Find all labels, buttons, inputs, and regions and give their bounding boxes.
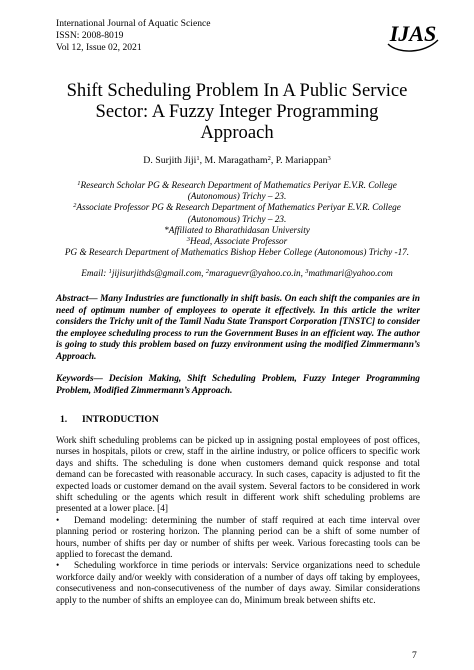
bullet-text: Demand modeling: determining the number of staff required at each time interval over planning period or rostering horizon. The planning period can be a shift of some number of hours, number of shifts per day or number of shifts per week. Various forecasting tools can be applied to forecast the demand. bbox=[56, 515, 420, 561]
affiliation-text: Associate Professor PG & Research Department of Mathematics Periyar E.V.R. College bbox=[76, 202, 401, 213]
keywords: Keywords— Decision Making, Shift Scheduling Problem, Fuzzy Integer Programming Problem, Modified Zimmermann’s Approach. bbox=[56, 374, 420, 396]
bullet-icon: • bbox=[56, 561, 60, 572]
author-name: P. Mariappan bbox=[275, 155, 328, 166]
email-sup: 3 bbox=[305, 268, 309, 275]
title-line: Shift Scheduling Problem In A Public Service bbox=[66, 80, 408, 101]
abstract: Abstract— Many Industries are functionally in shift basis. On each shift the companies are in need of optimum number of employees to operate it effectively. In this article the writer considers the Trichy unit of the Tamil Nadu State Transport Corporation [TNSTC] to consider the employee scheduling process to run the Government Buses in an efficient way. The author is going to study this problem based on fuzzy environment using the modified Zimmermann’s Approach. bbox=[56, 294, 420, 362]
email-label: Email: bbox=[81, 268, 109, 278]
affiliation-line: (Autonomous) Trichy – 23. bbox=[187, 191, 287, 202]
author-sup: 2 bbox=[267, 155, 271, 162]
author-name: D. Surjith Jiji bbox=[143, 155, 197, 166]
affiliation-sup: 1 bbox=[77, 180, 81, 187]
journal-name: International Journal of Aquatic Science bbox=[56, 18, 211, 29]
section-heading bbox=[60, 414, 159, 426]
bullet-item bbox=[56, 516, 420, 562]
affiliation-line: PG & Research Department of Mathematics Bishop Heber College (Autonomous) Trichy -17. bbox=[64, 247, 410, 258]
paper-title bbox=[40, 80, 434, 143]
email-line bbox=[44, 268, 430, 279]
journal-header bbox=[56, 18, 211, 53]
affiliation-line: (Autonomous) Trichy – 23. bbox=[187, 213, 287, 224]
email-address[interactable]: maraguevr@yahoo.co.in, bbox=[209, 268, 306, 278]
affiliations bbox=[44, 180, 430, 258]
affiliation-line bbox=[44, 180, 430, 191]
section-title: INTRODUCTION bbox=[82, 414, 159, 425]
email-sup: 1 bbox=[108, 268, 112, 275]
logo-text: IJAS bbox=[389, 21, 437, 46]
affiliation-text: Research Scholar PG & Research Department of Mathematics Periyar E.V.R. College bbox=[80, 180, 397, 190]
affiliation-sup: 2 bbox=[73, 202, 77, 210]
journal-issn: ISSN: 2008-8019 bbox=[56, 29, 124, 41]
affiliation-line bbox=[44, 202, 430, 213]
affiliation-sup: 3 bbox=[186, 236, 190, 244]
author-sup: 1 bbox=[196, 155, 200, 162]
ijas-logo bbox=[384, 14, 442, 56]
title-line: Approach bbox=[200, 122, 274, 143]
paragraph: Work shift scheduling problems can be picked up in assigning postal employees of post offices, nurses in hospitals, pilots or crew, staff in the airline industry, or police officers to specific work days and shifts. The scheduling is done when customers demand quick response and total demand can be forecasted with reasonable accuracy. In such cases, capacity is adjusted to fit the expected loads or customer demand on the avail system. Several factors to be considered in work shift scheduling or the agents which result in different work shift scheduling problems are presented at a lower place. [4] bbox=[56, 436, 420, 515]
author-list bbox=[40, 155, 434, 167]
title-line: Sector: A Fuzzy Integer Programming bbox=[95, 101, 379, 122]
author-sup: 3 bbox=[327, 155, 331, 162]
bullet-item bbox=[56, 561, 420, 607]
section-number: 1. bbox=[60, 414, 68, 425]
email-address[interactable]: mathmari@yahoo.com bbox=[308, 268, 393, 278]
author-name: M. Maragatham bbox=[204, 155, 268, 166]
journal-volume: Vol 12, Issue 02, 2021 bbox=[56, 41, 142, 53]
author-separator: , bbox=[270, 155, 276, 166]
page-number: 7 bbox=[412, 650, 417, 661]
author-separator: , bbox=[199, 155, 205, 166]
body-text bbox=[56, 436, 420, 607]
affiliation-text: Head, Associate Professor bbox=[190, 236, 288, 247]
bullet-icon: • bbox=[56, 515, 60, 526]
bullet-text: Scheduling workforce in time periods or intervals: Service organizations need to schedule workforce daily and/or weekly with consideration of a number of days off taking by employees, consecutiveness and non-consecutiveness of the number of days away. Similar considerations apply to the number of shifts an employee can do, Minimum break between shifts etc. bbox=[56, 561, 420, 606]
affiliation-line: *Affiliated to Bharathidasan University bbox=[164, 224, 310, 235]
affiliation-line bbox=[44, 236, 430, 247]
email-address[interactable]: jijisurjithds@gmail.com, bbox=[111, 268, 206, 278]
email-sup: 2 bbox=[205, 268, 210, 275]
